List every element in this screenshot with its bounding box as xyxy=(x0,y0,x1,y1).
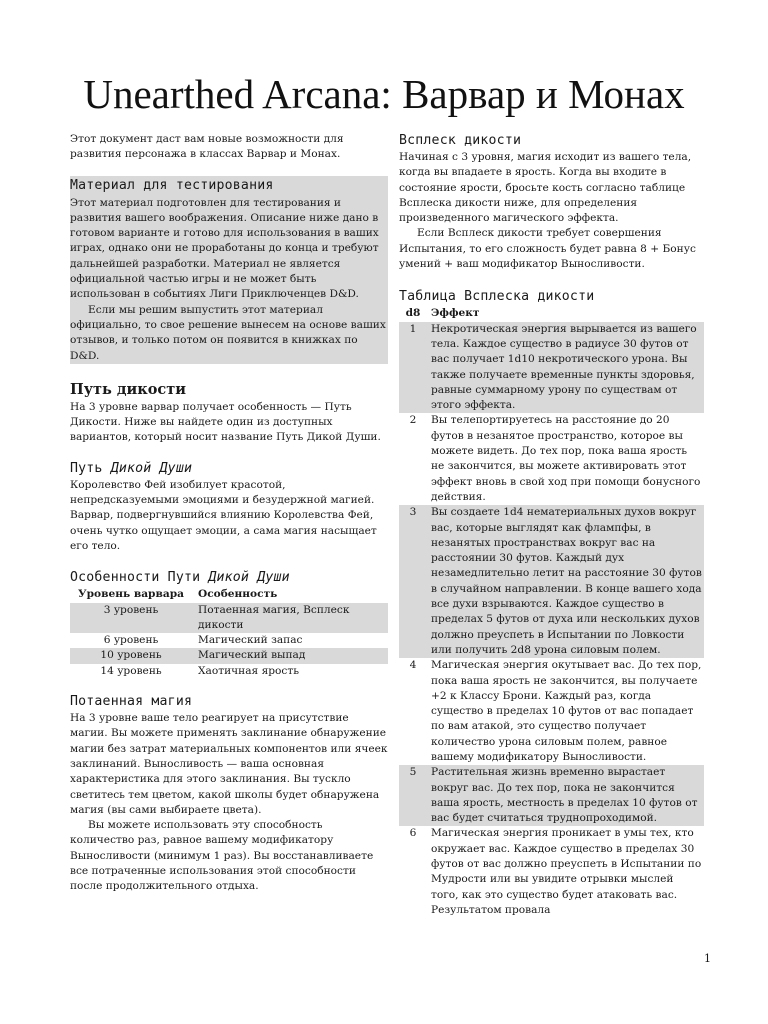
path-paragraph: На 3 уровне варвар получает особенность — Путь Дикости. Ниже вы найдете один из доступных вариантов, который носит название Путь Дикой Души. xyxy=(70,400,381,444)
features-heading: Особенности Пути Дикой Души xyxy=(70,570,290,586)
surge-header-row xyxy=(399,306,704,321)
features-table xyxy=(70,587,388,679)
left-column xyxy=(70,132,388,895)
playtest-sidebar xyxy=(70,176,388,364)
table-row: 14 уровень Хаотичная ярость xyxy=(100,664,299,677)
table-row: 6 Магическая энергия проникает в умы тех, кто окружает вас. Каждое существо в пределах 30 футов от вас должно преуспеть в Испытании по Мудрости или вы увидите отрывки мыслей того, как это существо будет атаковать вас. Результатом провала xyxy=(409,827,702,916)
col-header-die: d8 xyxy=(405,307,421,320)
table-row: 2 Вы телепортируетесь на расстояние до 20 футов в незанятое пространство, которое вы можете видеть. До тех пор, пока ваша ярость не закончится, вы можете активировать этот эффект вновь в свой ход при помощи бонусного действия. xyxy=(409,414,701,503)
page-title: Unearthed Arcana: Варвар и Монах xyxy=(83,71,685,117)
latent-magic-paragraph-2: Вы можете использовать эту способность количество раз, равное вашему модификатору Выносливости (минимум 1 раз). Вы восстанавливаете все потраченные использования этой способности после продолжительного отдыха. xyxy=(70,819,374,893)
table-row: 3 уровень Потаенная магия, Всплеск дикости xyxy=(70,603,388,634)
table-row: 6 уровень Магический запас xyxy=(103,634,303,647)
table-row: 3 Вы создаете 1d4 нематериальных духов вокруг вас, которые выглядят как флампфы, в незанятых пространствах вокруг вас на расстоянии 30 футов. Каждый дух незамедлительно летит на расстояние 30 футов в случайном направлении. В конце вашего хода все духи взрываются. Каждое существо в пределах 5 футов от духа или нескольких духов должно преуспеть в Испытании по Ловкости или получить 2d8 урона силовым полем. xyxy=(399,505,704,658)
playtest-heading: Материал для тестирования xyxy=(70,177,274,193)
playtest-paragraph-1: Этот материал подготовлен для тестирования и развития вашего воображения. Описание ниже дано в готовом варианте и готово для использования в ваших играх, однако они не проработаны до конца и требуют дальнейшей разработки. Материал не является официальной частью игры и не может быть использован в событиях Лиги Приключенцев D&D. xyxy=(70,196,379,301)
col-header-level: Уровень варвара xyxy=(78,588,184,601)
col-header-effect: Эффект xyxy=(431,307,480,320)
table-row: 1 Некротическая энергия вырывается из вашего тела. Каждое существо в радиусе 30 футов от вас получает 1d10 некротического урона. Вы также получаете временные пункты здоровья, равные суммарному урону по существам от этого эффекта. xyxy=(399,322,704,414)
surge-table-heading: Таблица Всплеска дикости xyxy=(399,289,595,305)
path-heading: Путь дикости xyxy=(70,380,186,398)
latent-magic-heading: Потаенная магия xyxy=(70,694,193,710)
right-column xyxy=(399,132,704,918)
intro-paragraph: Этот документ даст вам новые возможности для развития персонажа в классах Варвар и Монах. xyxy=(70,133,344,161)
col-header-feature: Особенность xyxy=(198,588,278,601)
latent-magic-paragraph-1: На 3 уровне ваше тело реагирует на присутствие магии. Вы можете применять заклинание обнаружение магии без затрат материальных компонентов или ячеек заклинаний. Выносливость — ваша основная характеристика для этого заклинания. Вы тускло светитесь тем цветом, какой школы будет обнаружена магия (вы сами выбираете цвета). xyxy=(70,712,388,816)
table-row: 4 Магическая энергия окутывает вас. До тех пор, пока ваша ярость не закончится, вы получаете +2 к Классу Брони. Каждый раз, когда существо в пределах 10 футов от вас попадает по вам атакой, это существо получает количество урона силовым полем, равное вашему модификатору Выносливости. xyxy=(409,659,702,763)
wild-surge-paragraph-1: Начиная с 3 уровня, магия исходит из вашего тела, когда вы впадаете в ярость. Когда вы входите в состояние ярости, бросьте кость согласно таблице Всплеска дикости ниже, для определения произведенного магического эффекта. xyxy=(399,151,692,225)
table-row: 10 уровень Магический выпад xyxy=(70,648,388,663)
playtest-paragraph-2: Если мы решим выпустить этот материал официально, то свое решение вынесем на основе ваших отзывов, и только потом он появится в книжках по D&D. xyxy=(70,303,386,362)
wild-surge-heading: Всплеск дикости xyxy=(399,133,522,148)
wild-soul-paragraph: Королевство Фей изобилует красотой, непредсказуемыми эмоциями и безудержной магией. Варвар, подвергнувшийся влиянию Королевства Фей, очень чутко ощущает эмоции, а сама магия насыщает его тело. xyxy=(70,478,377,552)
wild-surge-paragraph-2: Если Всплеск дикости требует совершения Испытания, то его сложность будет равна 8 + Бонус умений + ваш модификатор Выносливости. xyxy=(399,227,696,271)
page-number: 1 xyxy=(704,952,711,965)
surge-table xyxy=(399,306,704,918)
wild-soul-heading: Путь Дикой Души xyxy=(70,460,193,476)
features-header-row xyxy=(70,587,388,602)
table-row: 5 Растительная жизнь временно вырастает вокруг вас. До тех пор, пока не закончится ваша ярость, местность в пределах 10 футов от вас будет считаться труднопроходимой. xyxy=(399,765,704,826)
